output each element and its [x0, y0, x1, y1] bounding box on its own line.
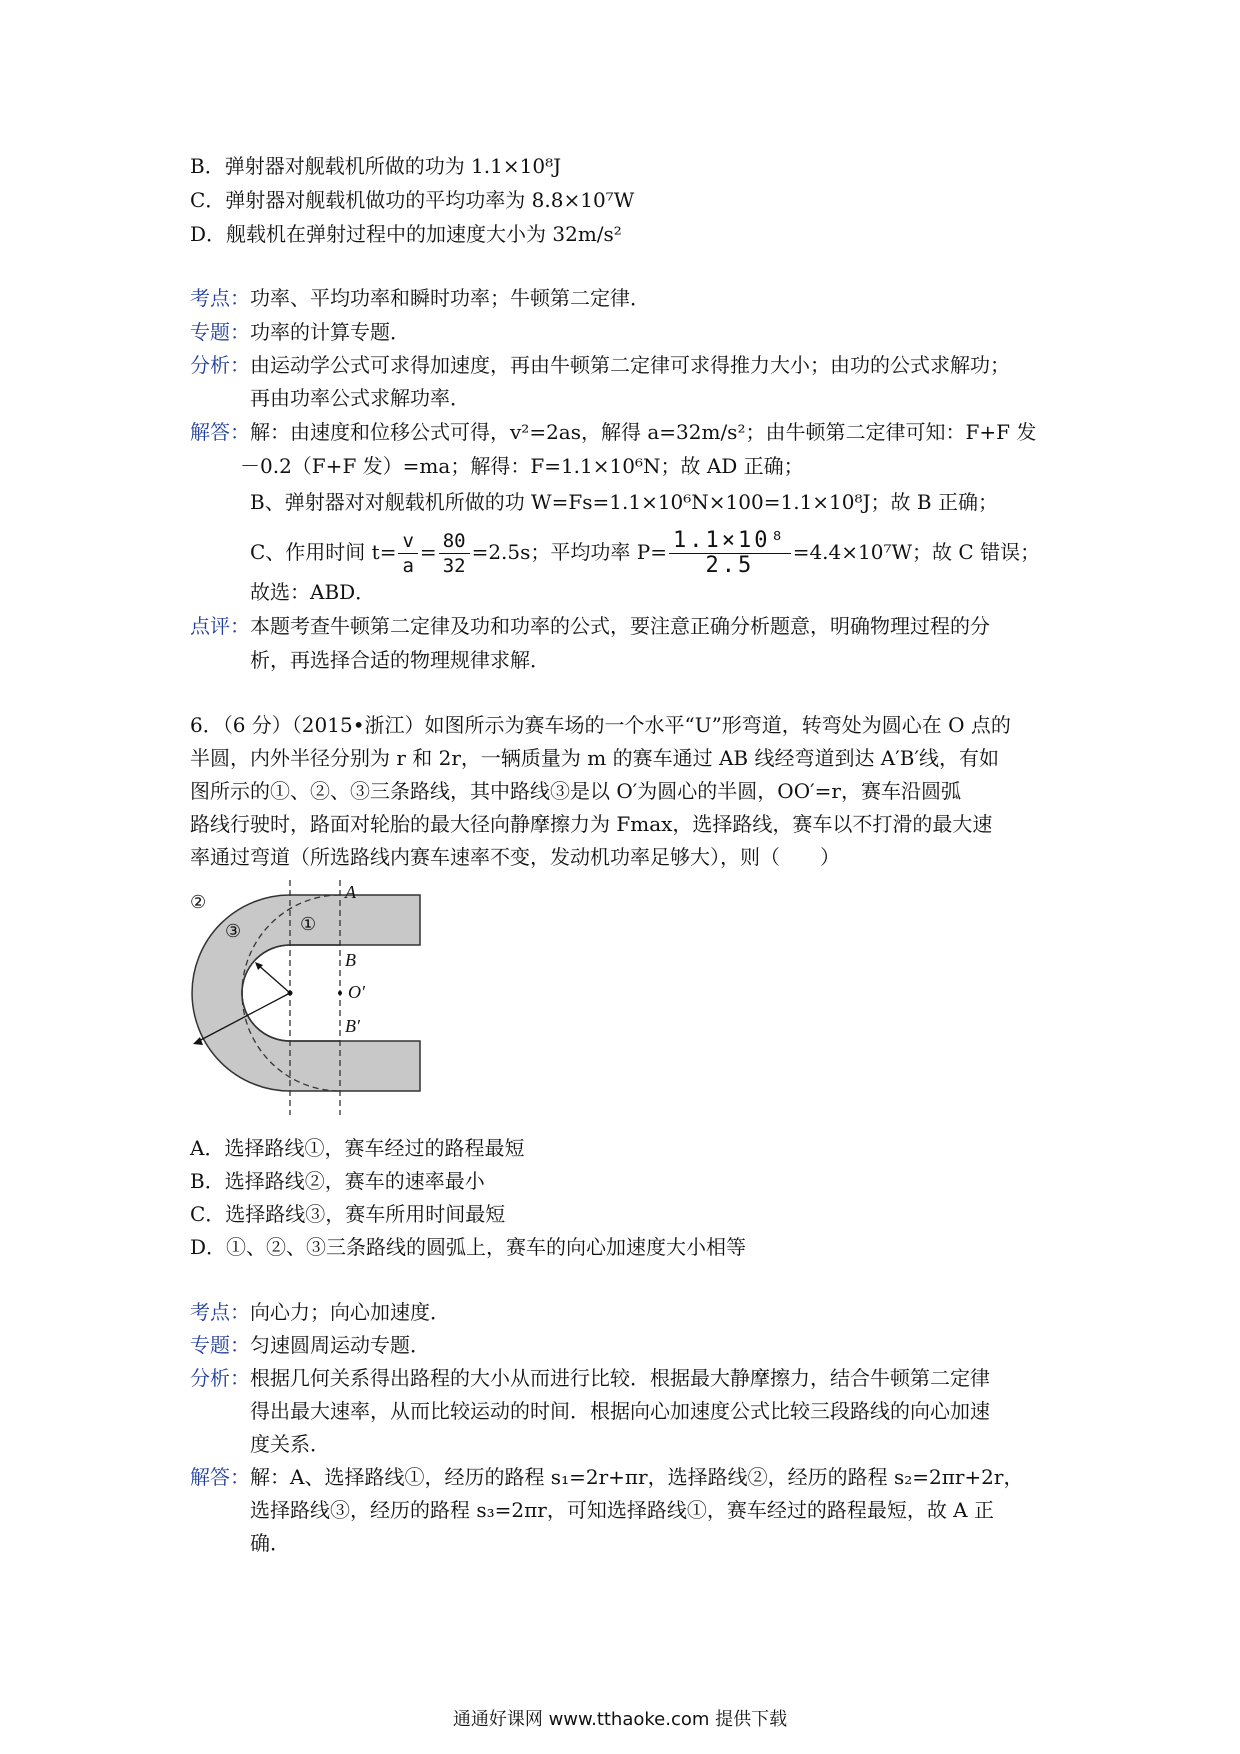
q5-jieda-line-5: 故选：ABD．: [250, 580, 376, 604]
q6-fenxi-line-2: 得出最大速率，从而比较运动的时间．根据向心加速度公式比较三段路线的向心加速: [250, 1399, 990, 1423]
jieda-4a: C、作用时间 t=: [250, 540, 397, 564]
fraction-80-over-32: [439, 529, 470, 578]
kaodian-tag: 考点：: [190, 286, 250, 310]
frac-denominator: a: [402, 555, 414, 577]
zhuanti-text: 匀速圆周运动专题．: [250, 1333, 430, 1357]
page-footer: 通通好课网 www.tthaoke.com 提供下载: [452, 1709, 788, 1730]
q6-zhuanti: [190, 1331, 430, 1359]
q5-zhuanti: [190, 318, 410, 346]
fenxi-text: 根据几何关系得出路程的大小从而进行比较．根据最大静摩擦力，结合牛顿第二定律: [250, 1366, 990, 1390]
fenxi-tag: 分析：: [190, 1366, 250, 1390]
jieda-tag: 解答：: [190, 420, 250, 444]
jieda-4d: =4.4×10⁷W；故 C 错误；: [792, 540, 1041, 564]
q6-option-d: D．①、②、③三条路线的圆弧上，赛车的向心加速度大小相等: [190, 1235, 747, 1259]
zhuanti-tag: 专题：: [190, 320, 250, 344]
q5-jieda-line-2: －0.2（F+F 发）=ma；解得：F=1.1×10⁶N；故 AD 正确；: [240, 454, 804, 478]
q6-stem-line-1: 6．（6 分）（2015•浙江）如图所示为赛车场的一个水平“U”形弯道，转弯处为圆心在 O 点的: [190, 713, 1011, 737]
label-o-prime: O′: [348, 982, 365, 1002]
q6-jieda-line-3: 确．: [250, 1531, 290, 1555]
kaodian-tag: 考点：: [190, 1300, 250, 1324]
kaodian-text: 功率、平均功率和瞬时功率；牛顿第二定律．: [250, 286, 650, 310]
q5-option-d: D．舰载机在弹射过程中的加速度大小为 32m/s²: [190, 222, 622, 246]
q6-option-c: C．选择路线③，赛车所用时间最短: [190, 1202, 506, 1226]
fraction-power: [669, 529, 791, 578]
q6-jieda-line-2: 选择路线③，经历的路程 s₃=2πr，可知选择路线①，赛车经过的路程最短，故 A 正: [250, 1498, 994, 1522]
q6-fenxi: [190, 1364, 990, 1392]
q5-kaodian: [190, 284, 650, 312]
u-track-diagram: [185, 880, 435, 1120]
q6-kaodian: [190, 1298, 450, 1326]
q5-jieda-line-3: B、弹射器对对舰载机所做的功 W=Fs=1.1×10⁶N×100=1.1×10⁸J；故 B 正确；: [250, 490, 998, 514]
route-3-label: ③: [225, 921, 242, 941]
label-b-prime: B′: [345, 1016, 360, 1036]
q5-fenxi: [190, 351, 1010, 379]
q6-stem-line-3: 图所示的①、②、③三条路线，其中路线③是以 O′为圆心的半圆，OO′=r，赛车沿圆弧: [190, 779, 961, 803]
q6-option-a: A．选择路线①，赛车经过的路程最短: [190, 1136, 525, 1160]
frac-denominator: 32: [442, 555, 466, 577]
jieda-4c: =2.5s；平均功率 P=: [471, 540, 667, 564]
q5-dianping: [190, 612, 990, 640]
jieda-tag: 解答：: [190, 1465, 250, 1489]
q5-jieda-line-4: [250, 524, 1040, 580]
jieda-4b: =: [419, 540, 437, 564]
q5-dianping-cont: 析，再选择合适的物理规律求解．: [250, 648, 550, 672]
zhuanti-text: 功率的计算专题．: [250, 320, 410, 344]
q6-option-b: B．选择路线②，赛车的速率最小: [190, 1169, 485, 1193]
dianping-text: 本题考查牛顿第二定律及功和功率的公式，要注意正确分析题意，明确物理过程的分: [250, 614, 990, 638]
fenxi-tag: 分析：: [190, 353, 250, 377]
dianping-tag: 点评：: [190, 614, 250, 638]
q6-stem-line-5: 率通过弯道（所选路线内赛车速率不变，发动机功率足够大），则（ ）: [190, 845, 840, 869]
frac-denominator: 2.5: [705, 553, 755, 578]
frac-numerator: 80: [439, 529, 470, 554]
q5-option-c: C．弹射器对舰载机做功的平均功率为 8.8×10⁷W: [190, 188, 635, 212]
q5-jieda: [190, 418, 1036, 446]
frac-numerator: v: [398, 529, 417, 554]
kaodian-text: 向心力；向心加速度．: [250, 1300, 450, 1324]
q5-fenxi-cont: 再由功率公式求解功率．: [250, 386, 470, 410]
center-o-prime: [338, 991, 342, 995]
fraction-v-over-a: [398, 529, 417, 578]
fenxi-text: 由运动学公式可求得加速度，再由牛顿第二定律可求得推力大小；由功的公式求解功；: [250, 353, 1010, 377]
label-a: A: [345, 882, 356, 902]
jieda-line-1: 解：A、选择路线①，经历的路程 s₁=2r+πr，选择路线②，经历的路程 s₂=2πr+2r，: [250, 1465, 1024, 1489]
route-1-label: ①: [300, 914, 317, 934]
jieda-line-1: 解：由速度和位移公式可得，v²=2as，解得 a=32m/s²；由牛顿第二定律可知：F+F 发: [250, 420, 1037, 444]
route-2-label: ②: [190, 892, 207, 912]
q6-fenxi-line-3: 度关系．: [250, 1432, 330, 1456]
q6-stem-line-4: 路线行驶时，路面对轮胎的最大径向静摩擦力为 Fmax，选择路线，赛车以不打滑的最大速: [190, 812, 993, 836]
q5-option-b: B．弹射器对舰载机所做的功为 1.1×10⁸J: [190, 154, 562, 178]
zhuanti-tag: 专题：: [190, 1333, 250, 1357]
q6-jieda: [190, 1463, 1023, 1491]
label-b: B: [345, 950, 356, 970]
frac-numerator: 1.1×10⁸: [669, 529, 791, 554]
q6-stem-line-2: 半圆，内外半径分别为 r 和 2r，一辆质量为 m 的赛车通过 AB 线经弯道到达 A′B′线，有如: [190, 746, 1000, 770]
